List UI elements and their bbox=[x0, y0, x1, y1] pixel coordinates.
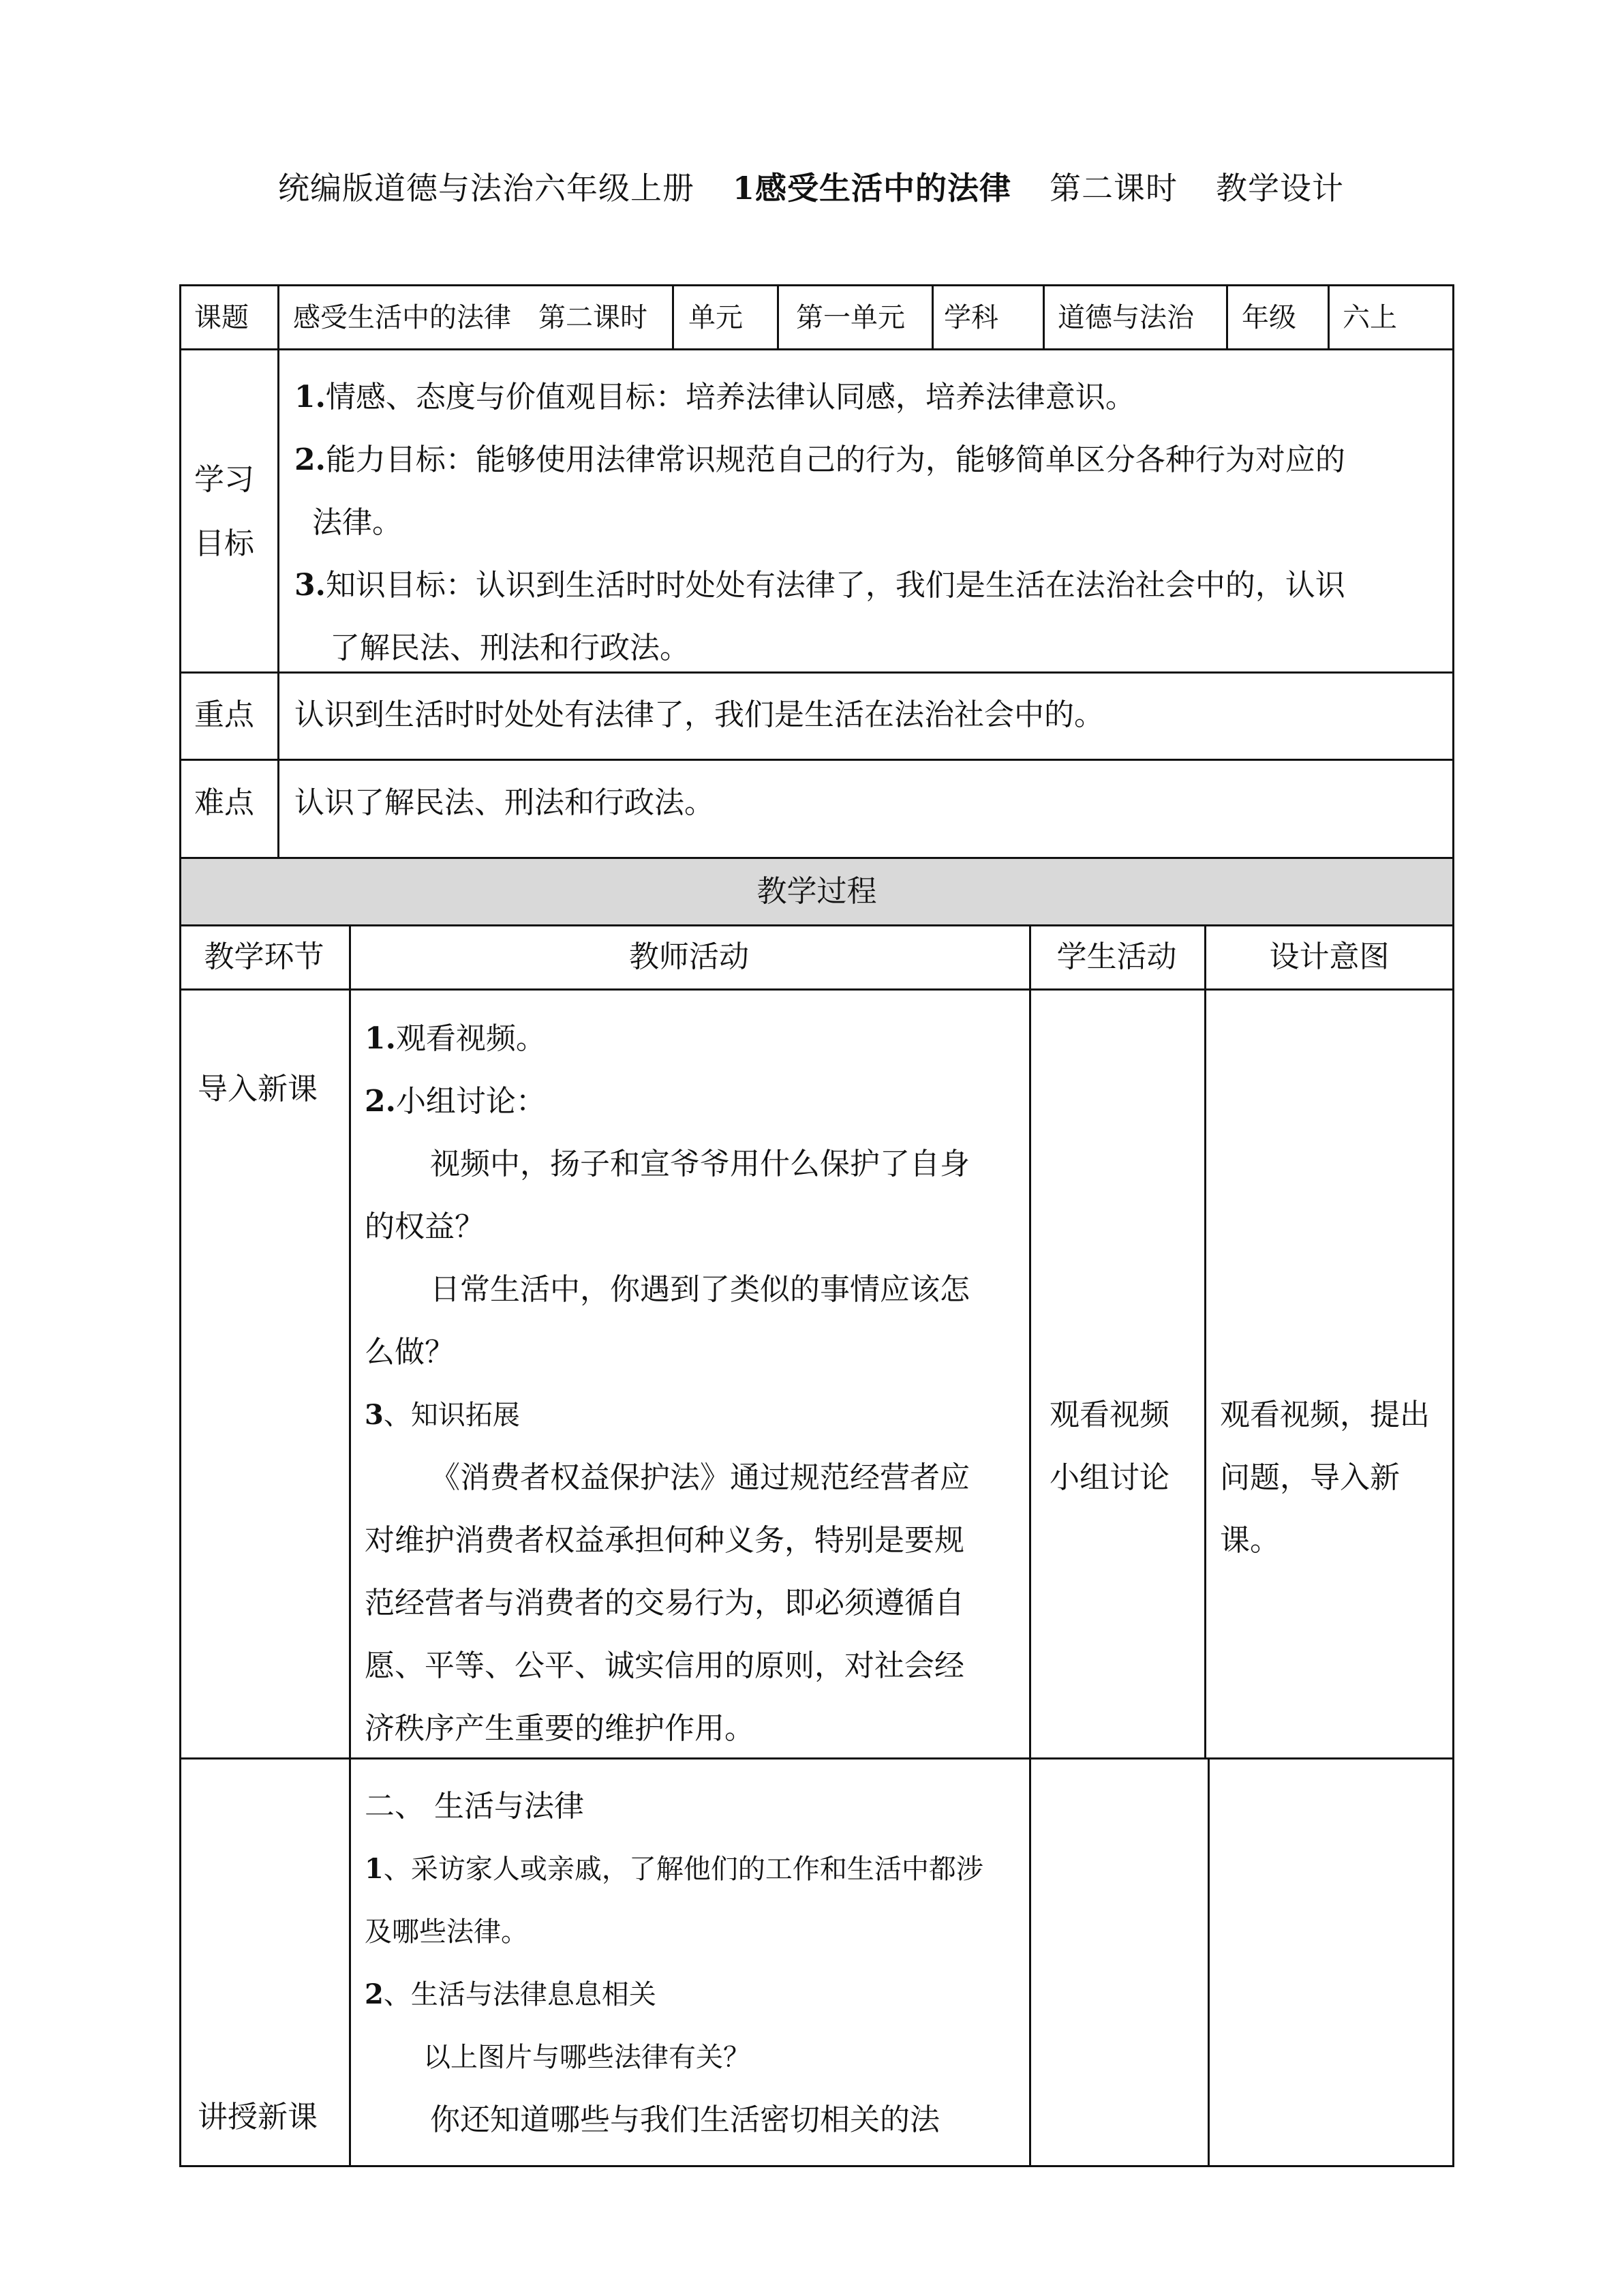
table-rule bbox=[932, 284, 934, 350]
topic-value: 感受生活中的法律 第二课时 bbox=[293, 302, 647, 333]
grade-label: 年级 bbox=[1242, 302, 1296, 333]
teacher-activity-intro: 1.观看视频。 2.小组讨论： 视频中，扬子和宣爷爷用什么保护了自身 的权益？ 日常生活中，你遇到了类似的事情应该怎 么做？ 3、知识拓展 《消费者权益保护法》通过规范经营者应 对维护消费者权益承担何种义务，特别是要规 范经营者与消费者的交易行为，即必须遵循自 愿、平等、公平、诚实信用的原则，对社会经 济秩序产生重要的维护作用。 bbox=[365, 1008, 1019, 1760]
section-heading: 二、 生活与法律 bbox=[365, 1789, 584, 1824]
table-rule bbox=[277, 284, 279, 859]
table-rule bbox=[179, 348, 1454, 350]
unit-label: 单元 bbox=[688, 302, 743, 333]
key-point-label: 重点 bbox=[194, 697, 254, 732]
document-title bbox=[0, 164, 1622, 209]
unit-value: 第一单元 bbox=[796, 302, 905, 333]
key-point-text: 认识到生活时时处处有法律了，我们是生活在法治社会中的。 bbox=[294, 697, 1104, 732]
table-border-right bbox=[1452, 284, 1454, 859]
process-header: 教学过程 bbox=[756, 874, 877, 909]
table-border-bottom bbox=[179, 2165, 1454, 2167]
table-border-left bbox=[179, 859, 181, 2167]
step-2: 2.小组讨论： bbox=[365, 1084, 546, 1119]
col-header-student: 学生活动 bbox=[1056, 939, 1177, 974]
title-part-period: 第二课时 bbox=[1050, 170, 1178, 207]
teacher-activity-new-lesson: 二、 生活与法律 1、采访家人或亲戚，了解他们的工作和生活中都涉 及哪些法律。 2、生活与法律息息相关 以上图片与哪些法律有关？ 你还知道哪些与我们生活密切相关的法 bbox=[365, 1775, 1019, 2151]
step-3: 3、知识拓展 bbox=[365, 1399, 520, 1431]
table-border-right bbox=[1452, 859, 1454, 2167]
stage-intro: 导入新课 bbox=[198, 1072, 318, 1106]
title-part-textbook: 统编版道德与法治六年级上册 bbox=[277, 170, 694, 207]
difficulty-text: 认识了解民法、刑法和行政法。 bbox=[294, 785, 714, 820]
stage-new-lesson: 讲授新课 bbox=[198, 2100, 318, 2134]
table-rule bbox=[349, 924, 351, 2167]
table-rule bbox=[1043, 284, 1045, 350]
goal-3: 3.知识目标：认识到生活时时处处有法律了，我们是生活在法治社会中的，认识 bbox=[294, 568, 1345, 603]
student-activity-intro: 观看视频 小组讨论 bbox=[1050, 1398, 1169, 1495]
subject-value: 道德与法治 bbox=[1058, 302, 1194, 333]
table-border-top bbox=[179, 284, 1454, 286]
topic-label: 课题 bbox=[194, 302, 249, 333]
step-1: 1.观看视频。 bbox=[365, 1021, 546, 1056]
title-part-lesson: 1感受生活中的法律 bbox=[732, 170, 1011, 207]
step-2: 2、生活与法律息息相关 bbox=[365, 1978, 656, 2010]
table-rule bbox=[179, 988, 1454, 991]
design-intent-intro: 观看视频，提出 问题，导入新 课。 bbox=[1220, 1398, 1430, 1558]
table-rule bbox=[1029, 924, 1031, 2167]
goal-1: 1.情感、态度与价值观目标：培养法律认同感，培养法律意识。 bbox=[294, 380, 1135, 414]
col-header-stage: 教学环节 bbox=[204, 939, 324, 974]
difficulty-label: 难点 bbox=[194, 785, 254, 820]
table-rule bbox=[672, 284, 674, 350]
subject-label: 学科 bbox=[944, 302, 998, 333]
table-border-left bbox=[179, 284, 181, 859]
table-rule bbox=[179, 759, 1454, 761]
goal-2: 2.能力目标：能够使用法律常识规范自己的行为，能够简单区分各种行为对应的 bbox=[294, 442, 1345, 477]
grade-value: 六上 bbox=[1343, 302, 1397, 333]
table-rule bbox=[1328, 284, 1330, 350]
step-1: 1、采访家人或亲戚，了解他们的工作和生活中都涉 bbox=[365, 1853, 983, 1885]
title-part-design: 教学设计 bbox=[1216, 170, 1344, 207]
table-rule bbox=[1226, 284, 1228, 350]
col-header-intent: 设计意图 bbox=[1269, 939, 1390, 974]
col-header-teacher: 教师活动 bbox=[629, 939, 749, 974]
goals-label: 学习 目标 bbox=[194, 462, 254, 561]
table-rule bbox=[1208, 1757, 1210, 2167]
goals-content: 1.情感、态度与价值观目标：培养法律认同感，培养法律意识。 2.能力目标：能够使用法律常识规范自己的行为，能够简单区分各种行为对应的 法律。 3.知识目标：认识到生活时时处处有法律了，我们是生活在法治社会中的，认识 了解民法、刑法和行政法。 bbox=[294, 366, 1446, 680]
table-rule bbox=[179, 924, 1454, 926]
table-rule bbox=[777, 284, 779, 350]
table-rule bbox=[1204, 924, 1206, 1757]
